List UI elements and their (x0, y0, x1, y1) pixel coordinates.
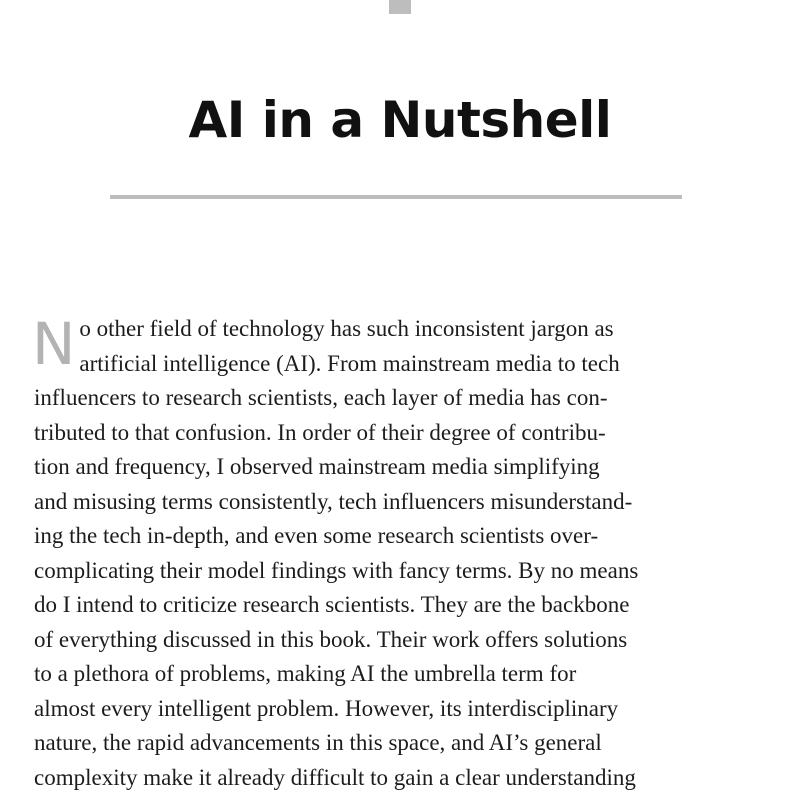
text-line: tion and frequency, I observed mainstream media simplifying (34, 454, 600, 479)
text-line: and misusing terms consistently, tech influencers misunderstand- (34, 488, 633, 514)
drop-cap: N (32, 310, 76, 378)
text-line: complexity make it already difficult to gain a clear understanding (34, 764, 636, 790)
text-line: tributed to that confusion. In order of their degree of contribu- (34, 419, 606, 445)
chapter-title: AI in a Nutshell (188, 91, 612, 149)
text-line: do I intend to criticize research scientists. They are the backbone (34, 592, 630, 617)
text-line: of everything discussed in this book. Their work offers solutions (34, 626, 628, 652)
text-line: artificial intelligence (AI). From mainstream media to tech (79, 350, 620, 376)
text-line: nature, the rapid advancements in this space, and AI’s general (34, 730, 602, 755)
chapter-number-stub (389, 0, 411, 14)
text-line: influencers to research scientists, each layer of media has con- (34, 385, 608, 410)
title-divider (110, 195, 682, 199)
body-paragraph (34, 312, 766, 795)
text-line: almost every intelligent problem. However, its interdisciplinary (34, 695, 619, 721)
text-line: o other field of technology has such inconsistent jargon as (79, 316, 614, 341)
text-line: to a plethora of problems, making AI the umbrella term for (34, 661, 577, 686)
text-line: complicating their model findings with fancy terms. By no means (34, 557, 639, 583)
text-line: ing the tech in-depth, and even some research scientists over- (34, 523, 599, 548)
